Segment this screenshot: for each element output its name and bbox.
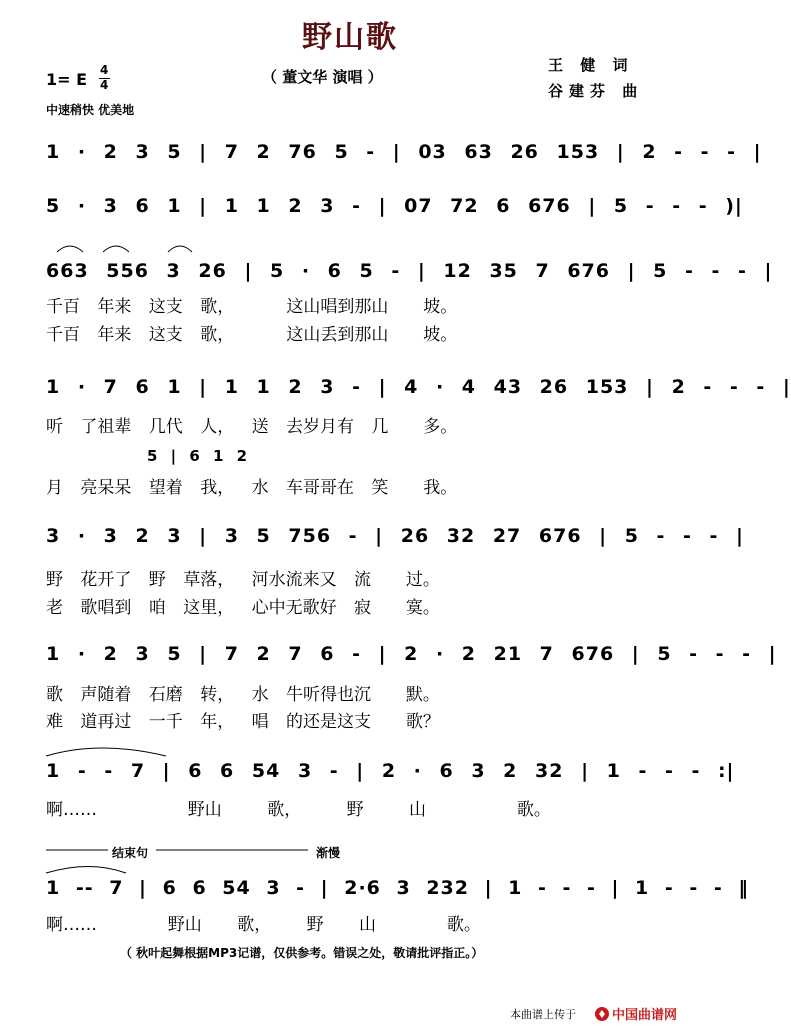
slur	[46, 748, 166, 756]
lyric-line-5b: 老 歌唱到 咱 这里， 心中无歌好 寂 寞。	[46, 598, 440, 618]
tempo-mark: 中速稍快 优美地	[46, 103, 135, 117]
notation-line-3: 663 556 3 26 | 5 · 6 5 - | 12 35 7 676 | 5 - - - |	[46, 260, 773, 282]
lyric-line-3b: 千百 年来 这支 歌， 这山丢到那山 坡。	[46, 325, 458, 345]
ending-label: 结束句	[112, 846, 149, 860]
notation-line-2: 5 · 3 6 1 | 1 1 2 3 - | 07 72 6 676 | 5 - - - )|	[46, 195, 743, 217]
slur	[168, 246, 192, 252]
slur	[103, 246, 129, 252]
composer-credit: 谷建芬 曲	[548, 82, 644, 100]
notation-line-4: 1 · 7 6 1 | 1 1 2 3 - | 4 · 4 43 26 153 | 2 - - - |	[46, 376, 791, 398]
footnote: （ 秋叶起舞根据MP3记谱，仅供参考。错误之处，敬请批评指正。）	[120, 946, 484, 960]
time-signature-bottom: 4	[100, 78, 109, 92]
key-signature: 1= E	[46, 70, 88, 89]
lyric-line-6a: 歌 声随着 石磨 转， 水 牛听得也沉 默。	[46, 685, 440, 705]
lyric-line-8: 啊…… 野山 歌， 野 山 歌。	[46, 915, 481, 935]
lyric-line-6b: 难 道再过 一千 年， 唱 的还是这支 歌？	[46, 712, 440, 732]
notation-line-8: 1 -- 7 | 6 6 54 3 - | 2·6 3 232 | 1 - - - | 1 - - - ‖	[46, 877, 749, 899]
lyric-line-4a: 听 了祖辈 几代 人， 送 去岁月有 几 多。	[46, 417, 458, 437]
notation-line-7: 1 - - 7 | 6 6 54 3 - | 2 · 6 3 2 32 | 1 - - - :|	[46, 760, 735, 782]
singer-credit: （ 董文华 演唱 ）	[262, 68, 383, 86]
song-title: 野山歌	[302, 20, 398, 55]
slur	[57, 246, 83, 252]
lyricist-credit: 王 健 词	[548, 56, 634, 74]
lyric-line-7: 啊…… 野山 歌， 野 山 歌。	[46, 800, 551, 820]
notation-line-6: 1 · 2 3 5 | 7 2 7 6 - | 2 · 2 21 7 676 | 5 - - - |	[46, 643, 777, 665]
notation-line-5: 3 · 3 2 3 | 3 5 756 - | 26 32 27 676 | 5 - - - |	[46, 525, 744, 547]
notation-variant: 5 | 6 1 2	[147, 447, 249, 465]
upload-note: 本曲谱上传于	[510, 1008, 576, 1021]
logo-text: 中国曲谱网	[612, 1008, 678, 1023]
lyric-line-4b: 月 亮呆呆 望着 我， 水 车哥哥在 笑 我。	[46, 478, 458, 498]
notation-line-1: 1 · 2 3 5 | 7 2 76 5 - | 03 63 26 153 | 2 - - - |	[46, 141, 762, 163]
lyric-line-3a: 千百 年来 这支 歌， 这山唱到那山 坡。	[46, 297, 458, 317]
rit-label: 渐慢	[316, 846, 341, 860]
lyric-line-5a: 野 花开了 野 草落， 河水流来又 流 过。	[46, 570, 440, 590]
slur	[46, 867, 126, 874]
time-signature-top: 4	[100, 63, 109, 77]
